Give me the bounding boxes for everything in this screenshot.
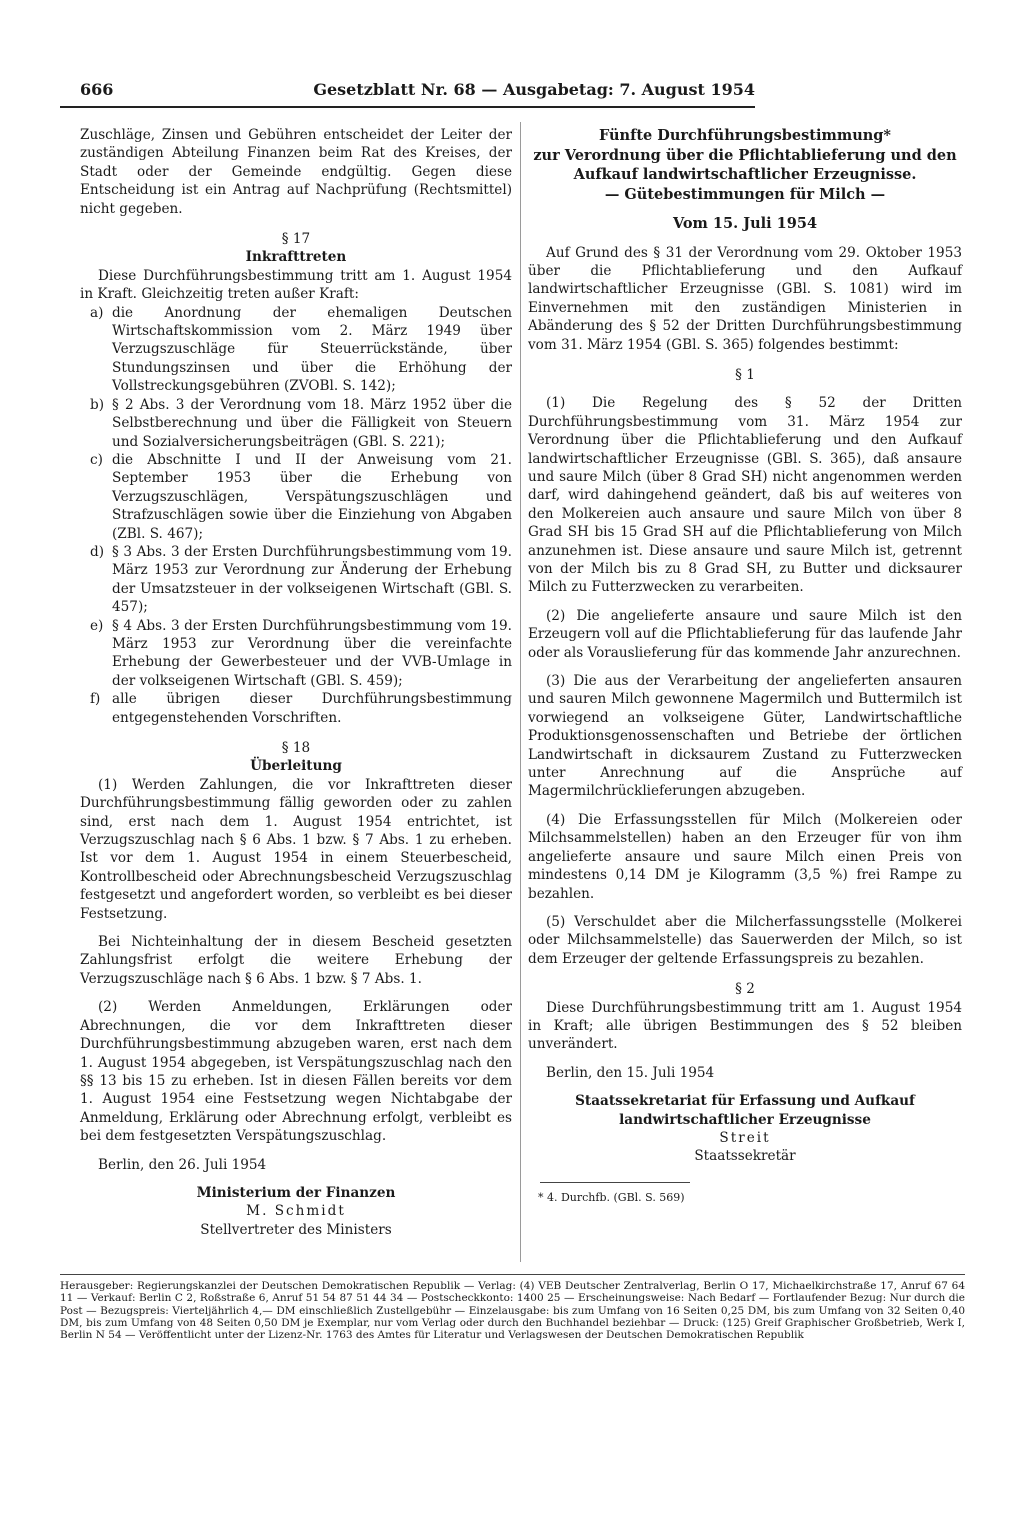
preamble: Auf Grund des § 31 der Verordnung vom 29. Oktober 1953 über die Pflichtablieferung und den Aufkauf landwirtschaftlicher Erzeugnisse (GBl. S. 1081) wird im Einvernehmen mit den zuständigen Ministerien in Abänderung des § 52 der Dritten Durchführungsbestimmung vom 31. März 1954 (GBl. S. 365) folgendes bestimmt: xyxy=(528,244,962,353)
section-1-paragraph-4: (4) Die Erfassungsstellen für Milch (Molkereien oder Milchsammelstellen) haben an den Erzeuger für von ihm angelieferte ansaure und saure Milch einen Preis von mindestens 0,14 DM je Kilogramm (3,5 %) frei Rampe zu bezahlen. xyxy=(528,811,962,902)
right-place-date: Berlin, den 15. Juli 1954 xyxy=(546,1064,715,1081)
list-item-label: f) xyxy=(90,691,101,708)
section-18-number: § 18 xyxy=(281,740,311,756)
left-column xyxy=(80,126,512,1239)
decree-date: Vom 15. Juli 1954 xyxy=(672,215,818,232)
section-18-paragraph-2: Bei Nichteinhaltung der in diesem Bescheid gesetzten Zahlungsfrist erfolgt die weitere Erhebung der Verzugszuschläge nach § 6 Abs. 1 bzw. § 7 Abs. 1. xyxy=(80,934,512,987)
list-item xyxy=(80,543,512,617)
left-signature-name: M. Schmidt xyxy=(246,1203,346,1220)
column-divider xyxy=(520,122,521,1262)
section-17-heading: Inkrafttreten xyxy=(245,249,347,266)
left-signature-org: Ministerium der Finanzen xyxy=(196,1184,396,1201)
left-signature-role: Stellvertreter des Ministers xyxy=(200,1221,392,1238)
section-1-number: § 1 xyxy=(735,366,755,383)
right-column xyxy=(528,126,962,1207)
right-signature-name: Streit xyxy=(719,1129,771,1146)
list-item-label: a) xyxy=(90,304,104,321)
section-2-number: § 2 xyxy=(735,981,755,998)
section-1-paragraph-1: (1) Die Regelung des § 52 der Dritten Durchführungsbestimmung vom 31. März 1954 zur Verordnung über die Pflichtablieferung und den Aufkauf landwirtschaftlicher Erzeugnisse (GBl. S. 365), daß ansaure und saure Milch (über 8 Grad SH) nicht angenommen werden darf, wird dahingehend geändert, daß bis auf weiteres von den Molkereien auch ansaure und saure Milch von über 8 Grad SH bis 15 Grad SH auf die Pflichtablieferung von Milch anzunehmen ist. Diese ansaure und saure Milch ist, getrennt von der Milch bis zu 8 Grad SH, zu Butter und dicksaurer Milch zu Futterzwecken zu verarbeiten. xyxy=(528,395,962,596)
list-item-label: d) xyxy=(90,543,105,560)
list-item-text: die Abschnitte I und II der Anweisung vom 21. September 1953 über die Erhebung von Verzugszuschlägen, Verspätungszuschlägen und Strafzuschlägen sowie über die Einziehung von Abgaben (ZBl. S. 467); xyxy=(112,451,512,542)
list-item xyxy=(80,451,512,543)
list-item-text: § 4 Abs. 3 der Ersten Durchführungsbestimmung vom 19. März 1953 zur Verordnung über die vereinfachte Erhebung der Gewerbesteuer und der VVB-Umlage in der volkseigenen Wirtschaft (GBl. S. 459); xyxy=(112,617,512,689)
footnote: * 4. Durchfb. (GBl. S. 569) xyxy=(538,1190,685,1204)
publisher-imprint: Herausgeber: Regierungskanzlei der Deutschen Demokratischen Republik — Verlag: (4) VEB Deutscher Zentralverlag, Berlin O 17, Michaelkirchstraße 17, Anruf 67 64 11 — Verkauf: Berlin C 2, Roßstraße 6, Anruf 51 54 87 51 44 34 — Postscheckkonto: 1400 25 — Erscheinungsweise: Nach Bedarf — Fortlaufender Bezug: Nur durch die Post — Bezugspreis: Vierteljährlich 4,— DM einschließlich Zustellgebühr — Einzelausgabe: bis zum Umfang von 16 Seiten 0,25 DM, bis zum Umfang von 32 Seiten 0,40 DM, bis zum Umfang von 48 Seiten 0,50 DM je Exemplar, nur vom Verlag oder durch den Buchhandel beziehbar — Druck: (125) Greif Graphischer Großbetrieb, Werk I, Berlin N 54 — Veröffentlicht unter der Lizenz-Nr. 1763 des Amtes für Literatur und Verlagswesen der Deutschen Demokratischen Republik xyxy=(60,1280,965,1342)
section-17-number: § 17 xyxy=(281,231,311,248)
right-signature-org-line-1: Staatssekretariat für Erfassung und Aufkauf xyxy=(575,1093,915,1110)
page-number: 666 xyxy=(80,80,114,99)
footer-rule xyxy=(60,1274,965,1275)
section-2-text: Diese Durchführungsbestimmung tritt am 1. August 1954 in Kraft; alle übrigen Bestimmungen des § 52 bleiben unverändert. xyxy=(528,999,962,1053)
list-item xyxy=(80,396,512,451)
running-title: Gesetzblatt Nr. 68 — Ausgabetag: 7. August 1954 xyxy=(313,80,755,99)
list-item xyxy=(80,617,512,691)
section-1-paragraph-2: (2) Die angelieferte ansaure und saure Milch ist den Erzeugern voll auf die Pflichtablieferung für das laufende Jahr oder als Vorauslieferung für das kommende Jahr anzurechnen. xyxy=(528,607,962,661)
section-17-text: Diese Durchführungsbestimmung tritt am 1. August 1954 in Kraft. Gleichzeitig treten außer Kraft: xyxy=(80,267,512,303)
list-item-text: § 3 Abs. 3 der Ersten Durchführungsbestimmung vom 19. März 1953 zur Verordnung zur Änderung der Erhebung der Umsatzsteuer in der volkseigenen Wirtschaft (GBl. S. 457); xyxy=(112,543,512,616)
list-item xyxy=(80,690,512,727)
right-signature-org-line-2: landwirtschaftlicher Erzeugnisse xyxy=(619,1111,871,1128)
section-18-paragraph-1: (1) Werden Zahlungen, die vor Inkrafttreten dieser Durchführungsbestimmung fällig geworden oder zu zahlen sind, erst nach dem 1. August 1954 entrichtet, ist Verzugszuschlag nach § 6 Abs. 1 bzw. § 7 Abs. 1 zu erheben. Ist vor dem 1. August 1954 in einem Steuerbescheid, Kontrollbescheid oder Abrechnungsbescheid Verzugszuschlag festgesetzt und angefordert worden, so verbleibt es bei dieser Festsetzung. xyxy=(80,776,512,922)
intro-paragraph: Zuschläge, Zinsen und Gebühren entscheidet der Leiter der zuständigen Abteilung Finanzen beim Rat des Kreises, der Stadt oder der Gemeinde endgültig. Gegen diese Entscheidung ist ein Antrag auf Nachprüfung (Rechtsmittel) nicht gegeben. xyxy=(80,127,512,217)
list-item-text: alle übrigen dieser Durchführungsbestimmung entgegenstehenden Vorschriften. xyxy=(112,691,512,726)
section-1-paragraph-5: (5) Verschuldet aber die Milcherfassungsstelle (Molkerei oder Milchsammelstelle) das Sauerwerden der Milch, so ist dem Erzeuger der geltende Erfassungspreis zu bezahlen. xyxy=(528,913,962,967)
decree-title-line-2: zur Verordnung über die Pflichtablieferung und den Aufkauf landwirtschaftlicher Erzeugnisse. xyxy=(533,146,957,183)
footnote-rule xyxy=(540,1182,690,1183)
list-item-text: die Anordnung der ehemaligen Deutschen Wirtschaftskommission vom 2. März 1949 über Verzugszuschläge für Steuerrückstände, über Stundungszinsen und über die Erhöhung der Vollstreckungsgebühren (ZVOBl. S. 142); xyxy=(112,304,512,395)
decree-title-line-1: Fünfte Durchführungsbestimmung* xyxy=(598,127,892,144)
section-1-paragraph-3: (3) Die aus der Verarbeitung der angelieferten ansauren und sauren Milch gewonnene Magermilch und Buttermilch ist vorwiegend an volkseigene Güter, Landwirtschaftliche Produktionsgenossenschaften und Betriebe der örtlichen Landwirtschaft in dicksaurem Zustand zu Futterzwecken unter Anrechnung auf die Ansprüche auf Magermilchrücklieferungen abzugeben. xyxy=(528,673,962,800)
section-18-heading: Überleitung xyxy=(250,758,342,775)
list-item-label: e) xyxy=(90,617,104,634)
left-place-date: Berlin, den 26. Juli 1954 xyxy=(98,1156,267,1173)
list-item-text: § 2 Abs. 3 der Verordnung vom 18. März 1952 über die Selbstberechnung und über die Fälligkeit von Steuern und Sozialversicherungsbeiträgen (GBl. S. 221); xyxy=(112,396,512,450)
list-item-label: b) xyxy=(90,396,105,413)
decree-title-line-3: — Gütebestimmungen für Milch — xyxy=(604,185,886,203)
page-header xyxy=(60,80,755,108)
right-signature-role: Staatssekretär xyxy=(694,1148,796,1165)
section-18-paragraph-3: (2) Werden Anmeldungen, Erklärungen oder Abrechnungen, die vor dem Inkrafttreten dieser Durchführungsbestimmung abzugeben waren, erst nach dem 1. August 1954 abgegeben, ist Verspätungszuschlag nach den §§ 13 bis 15 zu erheben. Ist in diesen Fällen bereits vor dem 1. August 1954 eine Festsetzung wegen Nichtabgabe der Anmeldung, Erklärung oder Abrechnung erfolgt, verbleibt es bei dem festgesetzten Verspätungszuschlag. xyxy=(80,999,512,1145)
list-item xyxy=(80,304,512,396)
list-item-label: c) xyxy=(90,451,103,468)
